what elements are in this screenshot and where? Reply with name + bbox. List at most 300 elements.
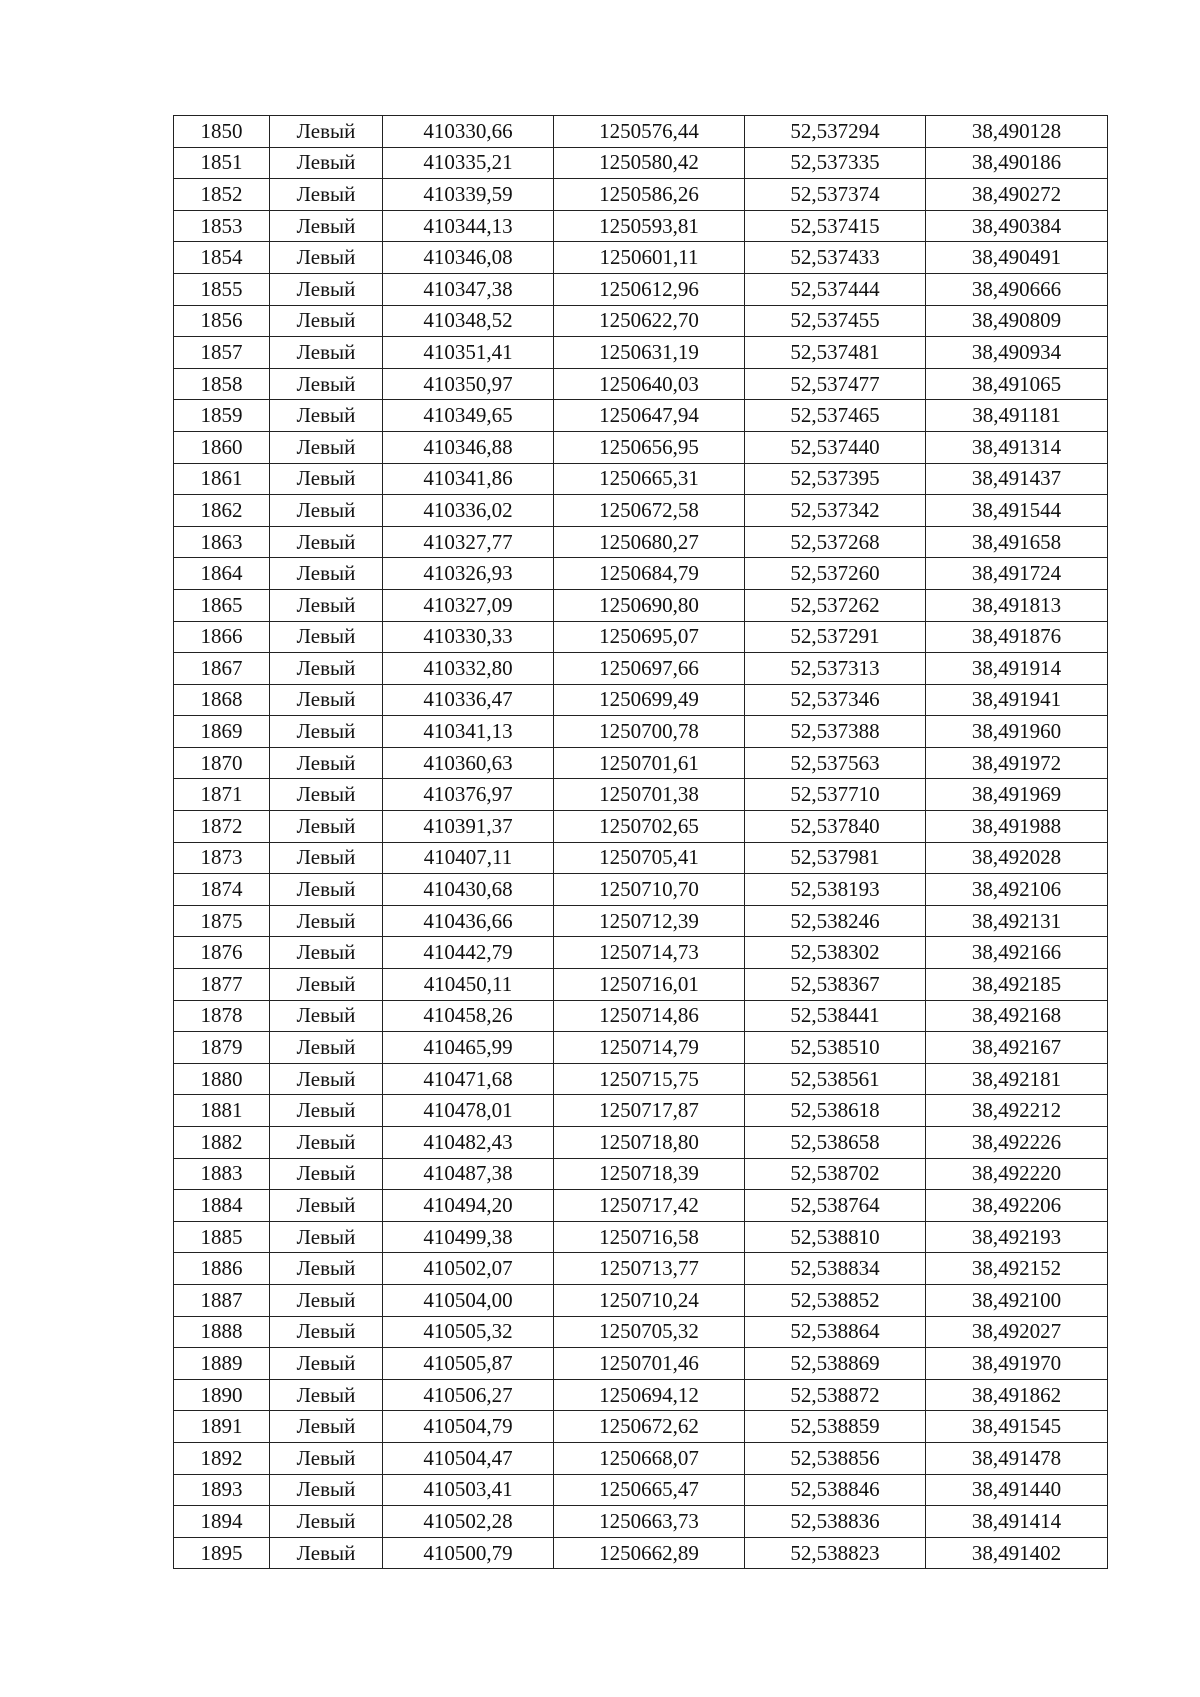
table-row [174,116,1108,148]
cell-longitude: 38,490384 [926,210,1108,242]
cell-side: Левый [270,1158,383,1190]
table-row [174,716,1108,748]
cell-x-coordinate: 410341,13 [383,716,554,748]
cell-latitude: 52,537563 [745,747,926,779]
cell-longitude: 38,491969 [926,779,1108,811]
cell-point-number: 1858 [174,368,270,400]
cell-longitude: 38,491437 [926,463,1108,495]
cell-longitude: 38,492100 [926,1284,1108,1316]
cell-side: Левый [270,811,383,843]
cell-point-number: 1874 [174,874,270,906]
cell-y-coordinate: 1250631,19 [554,337,745,369]
cell-latitude: 52,538859 [745,1411,926,1443]
cell-x-coordinate: 410504,00 [383,1284,554,1316]
cell-x-coordinate: 410350,97 [383,368,554,400]
table-row [174,558,1108,590]
cell-longitude: 38,491065 [926,368,1108,400]
cell-x-coordinate: 410332,80 [383,653,554,685]
cell-latitude: 52,538856 [745,1442,926,1474]
cell-side: Левый [270,1032,383,1064]
cell-point-number: 1863 [174,526,270,558]
cell-x-coordinate: 410504,79 [383,1411,554,1443]
cell-side: Левый [270,179,383,211]
cell-point-number: 1887 [174,1284,270,1316]
cell-side: Левый [270,779,383,811]
cell-longitude: 38,490491 [926,242,1108,274]
cell-longitude: 38,491724 [926,558,1108,590]
cell-y-coordinate: 1250690,80 [554,589,745,621]
cell-side: Левый [270,589,383,621]
table-row [174,937,1108,969]
cell-side: Левый [270,526,383,558]
cell-x-coordinate: 410327,77 [383,526,554,558]
cell-longitude: 38,492167 [926,1032,1108,1064]
table-row [174,1095,1108,1127]
cell-longitude: 38,491478 [926,1442,1108,1474]
cell-latitude: 52,538764 [745,1190,926,1222]
cell-x-coordinate: 410502,28 [383,1506,554,1538]
cell-side: Левый [270,210,383,242]
cell-longitude: 38,492226 [926,1127,1108,1159]
cell-point-number: 1851 [174,147,270,179]
cell-latitude: 52,537346 [745,684,926,716]
table-row [174,1158,1108,1190]
cell-side: Левый [270,653,383,685]
cell-latitude: 52,537981 [745,842,926,874]
cell-side: Левый [270,337,383,369]
table-row [174,589,1108,621]
cell-y-coordinate: 1250612,96 [554,273,745,305]
cell-y-coordinate: 1250715,75 [554,1063,745,1095]
cell-x-coordinate: 410503,41 [383,1474,554,1506]
cell-y-coordinate: 1250701,61 [554,747,745,779]
cell-latitude: 52,538510 [745,1032,926,1064]
cell-point-number: 1856 [174,305,270,337]
table-row [174,1284,1108,1316]
cell-x-coordinate: 410330,66 [383,116,554,148]
cell-point-number: 1894 [174,1506,270,1538]
table-row [174,1379,1108,1411]
cell-side: Левый [270,842,383,874]
cell-point-number: 1877 [174,969,270,1001]
cell-longitude: 38,490666 [926,273,1108,305]
table-row [174,874,1108,906]
cell-point-number: 1852 [174,179,270,211]
cell-x-coordinate: 410505,32 [383,1316,554,1348]
cell-y-coordinate: 1250714,79 [554,1032,745,1064]
cell-longitude: 38,491876 [926,621,1108,653]
cell-side: Левый [270,1221,383,1253]
cell-x-coordinate: 410326,93 [383,558,554,590]
cell-point-number: 1891 [174,1411,270,1443]
table-row [174,463,1108,495]
cell-latitude: 52,537840 [745,811,926,843]
cell-latitude: 52,538193 [745,874,926,906]
cell-side: Левый [270,400,383,432]
cell-longitude: 38,492131 [926,905,1108,937]
cell-side: Левый [270,969,383,1001]
cell-longitude: 38,490934 [926,337,1108,369]
table-row [174,1253,1108,1285]
cell-y-coordinate: 1250663,73 [554,1506,745,1538]
cell-side: Левый [270,684,383,716]
cell-longitude: 38,492206 [926,1190,1108,1222]
table-row [174,1127,1108,1159]
table-row [174,653,1108,685]
cell-y-coordinate: 1250718,39 [554,1158,745,1190]
cell-y-coordinate: 1250665,31 [554,463,745,495]
table-row [174,811,1108,843]
cell-latitude: 52,537455 [745,305,926,337]
cell-x-coordinate: 410482,43 [383,1127,554,1159]
cell-longitude: 38,491658 [926,526,1108,558]
table-row [174,1442,1108,1474]
table-row [174,621,1108,653]
cell-point-number: 1857 [174,337,270,369]
cell-latitude: 52,538618 [745,1095,926,1127]
cell-point-number: 1859 [174,400,270,432]
table-row [174,1506,1108,1538]
cell-longitude: 38,491544 [926,495,1108,527]
cell-x-coordinate: 410346,88 [383,431,554,463]
table-row [174,210,1108,242]
cell-latitude: 52,537477 [745,368,926,400]
cell-y-coordinate: 1250672,62 [554,1411,745,1443]
cell-x-coordinate: 410336,02 [383,495,554,527]
cell-longitude: 38,492106 [926,874,1108,906]
table-row [174,842,1108,874]
cell-point-number: 1876 [174,937,270,969]
cell-y-coordinate: 1250701,46 [554,1348,745,1380]
cell-point-number: 1892 [174,1442,270,1474]
cell-point-number: 1888 [174,1316,270,1348]
cell-y-coordinate: 1250705,32 [554,1316,745,1348]
table-row [174,337,1108,369]
cell-latitude: 52,537260 [745,558,926,590]
cell-y-coordinate: 1250665,47 [554,1474,745,1506]
cell-y-coordinate: 1250640,03 [554,368,745,400]
cell-latitude: 52,538367 [745,969,926,1001]
cell-side: Левый [270,905,383,937]
cell-longitude: 38,491941 [926,684,1108,716]
cell-y-coordinate: 1250662,89 [554,1537,745,1569]
cell-y-coordinate: 1250601,11 [554,242,745,274]
cell-y-coordinate: 1250710,24 [554,1284,745,1316]
cell-x-coordinate: 410458,26 [383,1000,554,1032]
cell-latitude: 52,538561 [745,1063,926,1095]
cell-longitude: 38,491314 [926,431,1108,463]
cell-point-number: 1893 [174,1474,270,1506]
cell-point-number: 1870 [174,747,270,779]
cell-side: Левый [270,1442,383,1474]
cell-longitude: 38,491813 [926,589,1108,621]
cell-point-number: 1889 [174,1348,270,1380]
cell-side: Левый [270,1063,383,1095]
cell-point-number: 1873 [174,842,270,874]
table-row [174,969,1108,1001]
cell-x-coordinate: 410330,33 [383,621,554,653]
cell-y-coordinate: 1250700,78 [554,716,745,748]
cell-point-number: 1854 [174,242,270,274]
cell-x-coordinate: 410499,38 [383,1221,554,1253]
cell-y-coordinate: 1250718,80 [554,1127,745,1159]
cell-x-coordinate: 410341,86 [383,463,554,495]
cell-x-coordinate: 410339,59 [383,179,554,211]
cell-y-coordinate: 1250697,66 [554,653,745,685]
cell-latitude: 52,538846 [745,1474,926,1506]
cell-side: Левый [270,621,383,653]
cell-x-coordinate: 410351,41 [383,337,554,369]
cell-y-coordinate: 1250647,94 [554,400,745,432]
cell-point-number: 1866 [174,621,270,653]
cell-latitude: 52,537342 [745,495,926,527]
cell-point-number: 1869 [174,716,270,748]
cell-y-coordinate: 1250576,44 [554,116,745,148]
coordinates-table [173,115,1108,1569]
cell-longitude: 38,491181 [926,400,1108,432]
cell-latitude: 52,538834 [745,1253,926,1285]
cell-y-coordinate: 1250695,07 [554,621,745,653]
cell-point-number: 1881 [174,1095,270,1127]
cell-point-number: 1860 [174,431,270,463]
cell-point-number: 1867 [174,653,270,685]
cell-side: Левый [270,1000,383,1032]
cell-longitude: 38,491970 [926,1348,1108,1380]
cell-x-coordinate: 410376,97 [383,779,554,811]
cell-latitude: 52,537465 [745,400,926,432]
cell-longitude: 38,491545 [926,1411,1108,1443]
cell-longitude: 38,492193 [926,1221,1108,1253]
table-row [174,147,1108,179]
table-row [174,273,1108,305]
cell-latitude: 52,538658 [745,1127,926,1159]
cell-x-coordinate: 410407,11 [383,842,554,874]
cell-longitude: 38,492212 [926,1095,1108,1127]
cell-longitude: 38,491440 [926,1474,1108,1506]
cell-y-coordinate: 1250717,42 [554,1190,745,1222]
cell-x-coordinate: 410506,27 [383,1379,554,1411]
cell-latitude: 52,537268 [745,526,926,558]
cell-longitude: 38,491414 [926,1506,1108,1538]
cell-y-coordinate: 1250701,38 [554,779,745,811]
cell-x-coordinate: 410335,21 [383,147,554,179]
cell-x-coordinate: 410327,09 [383,589,554,621]
cell-y-coordinate: 1250580,42 [554,147,745,179]
table-row [174,747,1108,779]
cell-y-coordinate: 1250694,12 [554,1379,745,1411]
cell-y-coordinate: 1250710,70 [554,874,745,906]
table-row [174,526,1108,558]
cell-x-coordinate: 410450,11 [383,969,554,1001]
cell-side: Левый [270,116,383,148]
table-row [174,400,1108,432]
table-row [174,779,1108,811]
cell-x-coordinate: 410347,38 [383,273,554,305]
cell-side: Левый [270,1316,383,1348]
cell-side: Левый [270,495,383,527]
cell-longitude: 38,491862 [926,1379,1108,1411]
cell-y-coordinate: 1250684,79 [554,558,745,590]
cell-y-coordinate: 1250713,77 [554,1253,745,1285]
table-row [174,179,1108,211]
cell-side: Левый [270,1284,383,1316]
table-row [174,1000,1108,1032]
table-row [174,684,1108,716]
cell-point-number: 1862 [174,495,270,527]
cell-latitude: 52,537481 [745,337,926,369]
cell-latitude: 52,537433 [745,242,926,274]
cell-longitude: 38,492181 [926,1063,1108,1095]
cell-longitude: 38,491402 [926,1537,1108,1569]
cell-latitude: 52,537313 [745,653,926,685]
cell-x-coordinate: 410478,01 [383,1095,554,1127]
cell-longitude: 38,491960 [926,716,1108,748]
cell-point-number: 1865 [174,589,270,621]
cell-point-number: 1861 [174,463,270,495]
cell-side: Левый [270,1095,383,1127]
cell-x-coordinate: 410344,13 [383,210,554,242]
cell-side: Левый [270,431,383,463]
cell-latitude: 52,538869 [745,1348,926,1380]
cell-point-number: 1864 [174,558,270,590]
cell-side: Левый [270,747,383,779]
cell-longitude: 38,492220 [926,1158,1108,1190]
cell-side: Левый [270,242,383,274]
cell-side: Левый [270,1506,383,1538]
cell-latitude: 52,538246 [745,905,926,937]
cell-x-coordinate: 410500,79 [383,1537,554,1569]
table-row [174,1221,1108,1253]
table-row [174,1316,1108,1348]
cell-latitude: 52,537710 [745,779,926,811]
cell-latitude: 52,538702 [745,1158,926,1190]
cell-longitude: 38,491988 [926,811,1108,843]
cell-point-number: 1885 [174,1221,270,1253]
cell-y-coordinate: 1250668,07 [554,1442,745,1474]
cell-latitude: 52,537335 [745,147,926,179]
cell-x-coordinate: 410436,66 [383,905,554,937]
cell-longitude: 38,491972 [926,747,1108,779]
cell-side: Левый [270,305,383,337]
cell-longitude: 38,490809 [926,305,1108,337]
cell-latitude: 52,538852 [745,1284,926,1316]
cell-x-coordinate: 410430,68 [383,874,554,906]
cell-x-coordinate: 410494,20 [383,1190,554,1222]
cell-side: Левый [270,558,383,590]
cell-point-number: 1853 [174,210,270,242]
cell-latitude: 52,538872 [745,1379,926,1411]
table-row [174,1537,1108,1569]
cell-x-coordinate: 410346,08 [383,242,554,274]
cell-point-number: 1850 [174,116,270,148]
cell-longitude: 38,491914 [926,653,1108,685]
coordinates-table-body [174,116,1108,1569]
cell-longitude: 38,490128 [926,116,1108,148]
cell-point-number: 1880 [174,1063,270,1095]
cell-y-coordinate: 1250622,70 [554,305,745,337]
table-row [174,1063,1108,1095]
cell-y-coordinate: 1250714,73 [554,937,745,969]
cell-point-number: 1882 [174,1127,270,1159]
cell-latitude: 52,538864 [745,1316,926,1348]
cell-latitude: 52,538302 [745,937,926,969]
cell-x-coordinate: 410487,38 [383,1158,554,1190]
cell-longitude: 38,492028 [926,842,1108,874]
cell-y-coordinate: 1250680,27 [554,526,745,558]
cell-latitude: 52,537388 [745,716,926,748]
cell-side: Левый [270,147,383,179]
cell-point-number: 1871 [174,779,270,811]
cell-latitude: 52,537444 [745,273,926,305]
cell-side: Левый [270,874,383,906]
cell-side: Левый [270,1253,383,1285]
cell-point-number: 1890 [174,1379,270,1411]
cell-side: Левый [270,1379,383,1411]
cell-longitude: 38,492027 [926,1316,1108,1348]
cell-x-coordinate: 410391,37 [383,811,554,843]
cell-side: Левый [270,1537,383,1569]
cell-longitude: 38,490186 [926,147,1108,179]
cell-side: Левый [270,1348,383,1380]
cell-point-number: 1875 [174,905,270,937]
cell-y-coordinate: 1250656,95 [554,431,745,463]
table-row [174,1032,1108,1064]
cell-y-coordinate: 1250702,65 [554,811,745,843]
cell-y-coordinate: 1250716,58 [554,1221,745,1253]
cell-x-coordinate: 410502,07 [383,1253,554,1285]
cell-side: Левый [270,716,383,748]
cell-longitude: 38,492166 [926,937,1108,969]
cell-x-coordinate: 410349,65 [383,400,554,432]
cell-latitude: 52,537415 [745,210,926,242]
cell-latitude: 52,537291 [745,621,926,653]
cell-point-number: 1855 [174,273,270,305]
cell-x-coordinate: 410465,99 [383,1032,554,1064]
cell-longitude: 38,492168 [926,1000,1108,1032]
cell-y-coordinate: 1250699,49 [554,684,745,716]
cell-longitude: 38,490272 [926,179,1108,211]
cell-longitude: 38,492152 [926,1253,1108,1285]
cell-x-coordinate: 410348,52 [383,305,554,337]
cell-point-number: 1895 [174,1537,270,1569]
cell-y-coordinate: 1250712,39 [554,905,745,937]
table-row [174,242,1108,274]
cell-y-coordinate: 1250672,58 [554,495,745,527]
cell-point-number: 1883 [174,1158,270,1190]
table-row [174,368,1108,400]
cell-side: Левый [270,937,383,969]
cell-point-number: 1886 [174,1253,270,1285]
cell-side: Левый [270,1411,383,1443]
table-row [174,1348,1108,1380]
cell-y-coordinate: 1250717,87 [554,1095,745,1127]
cell-y-coordinate: 1250714,86 [554,1000,745,1032]
cell-latitude: 52,537262 [745,589,926,621]
table-row [174,1474,1108,1506]
table-row [174,431,1108,463]
cell-point-number: 1872 [174,811,270,843]
table-row [174,495,1108,527]
cell-latitude: 52,538823 [745,1537,926,1569]
cell-latitude: 52,537395 [745,463,926,495]
table-row [174,305,1108,337]
cell-latitude: 52,538810 [745,1221,926,1253]
cell-x-coordinate: 410471,68 [383,1063,554,1095]
cell-y-coordinate: 1250705,41 [554,842,745,874]
cell-latitude: 52,537294 [745,116,926,148]
table-row [174,1411,1108,1443]
cell-x-coordinate: 410505,87 [383,1348,554,1380]
